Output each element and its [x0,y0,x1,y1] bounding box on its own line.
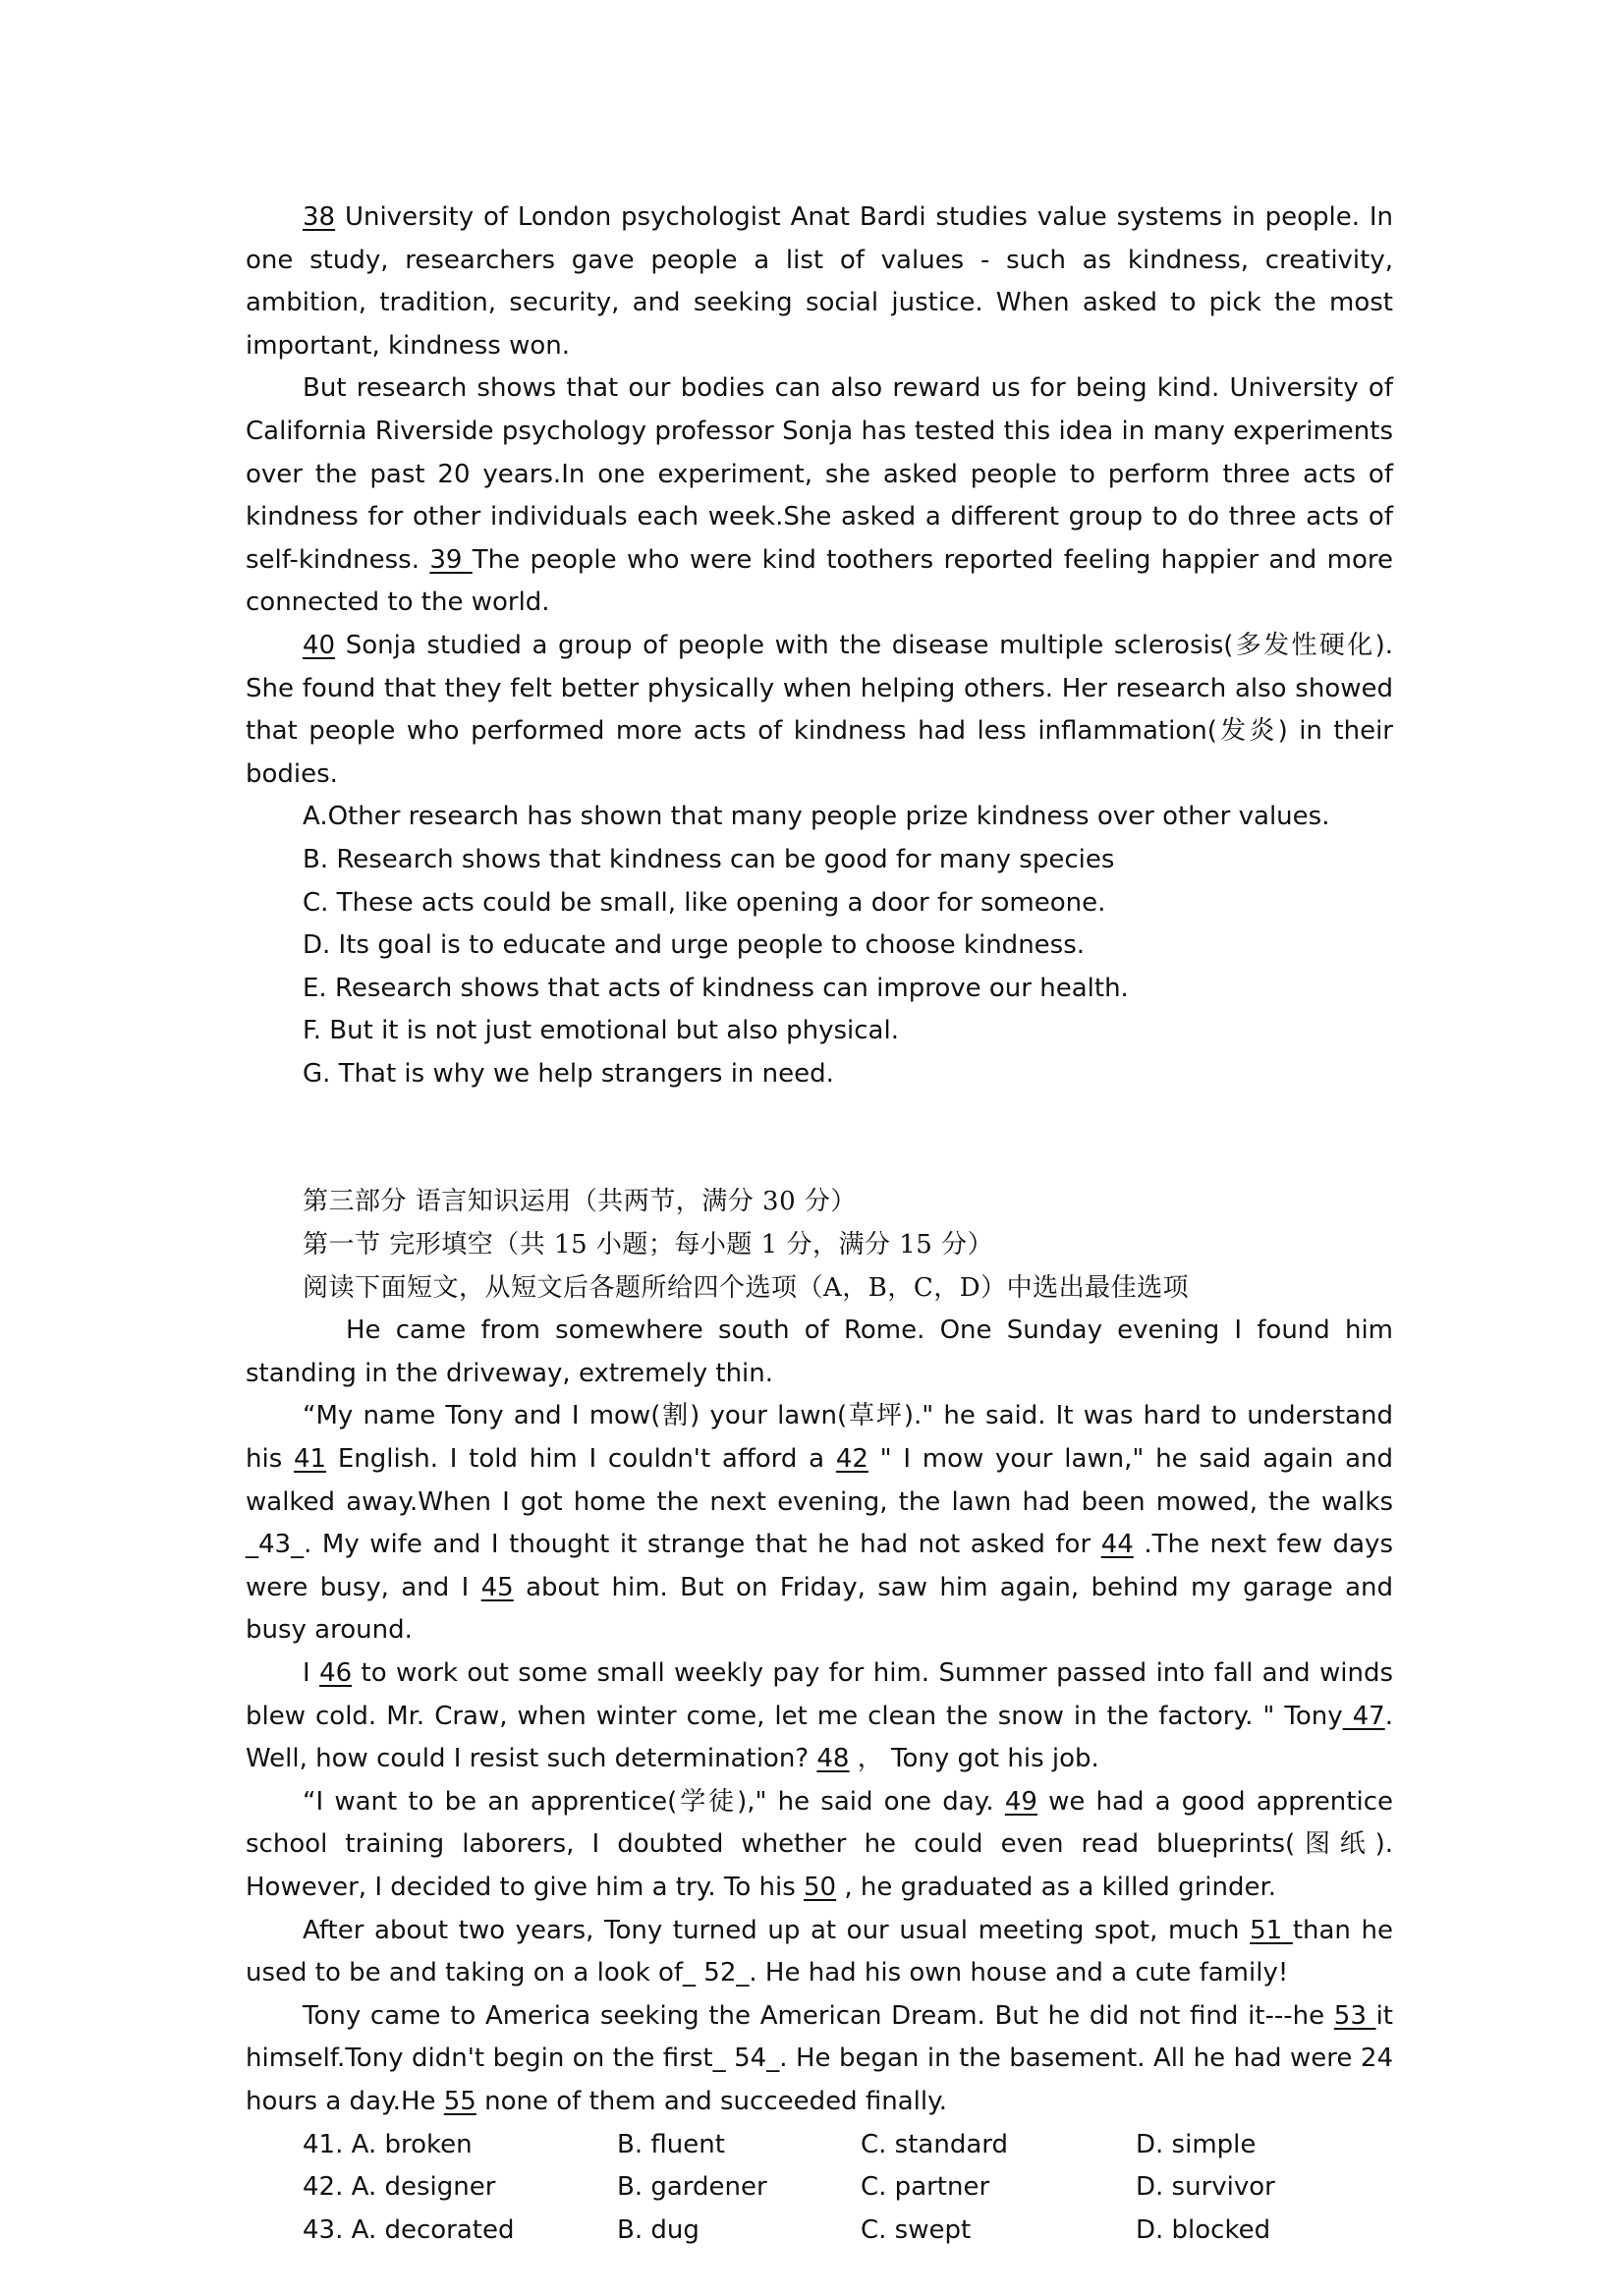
paragraph-text: to work out some small weekly pay for him. Summer passed into fall and winds blew cold. Mr. Craw, when winter come, let me clean the snow in the factory. " Tony [246,1658,1393,1731]
blank-46: 46 [319,1658,353,1688]
cloze-instructions: 阅读下面短文，从短文后各题所给四个选项（A，B，C，D）中选出最佳选项 [303,1272,1190,1303]
option-c: C. These acts could be small, like opening a door for someone. [303,887,1106,918]
choice-c: C. partner [861,2172,990,2203]
choice-d: D. survivor [1136,2172,1275,2203]
option-e: E. Research shows that acts of kindness can improve our health. [303,973,1129,1003]
blank-53: 53 [1333,2000,1376,2031]
blank-50: 50 [804,1872,837,1902]
paragraph-text: ， Tony got his job. [849,1744,1099,1774]
paragraph-text: than he used to be and taking on a look of_ 52_. He had his own house and a cute family! [246,1915,1393,1988]
paragraph-text: English. I told him I couldn't afford a [326,1444,836,1475]
paragraph-text: none of them and succeeded finally. [476,2086,948,2116]
reading-paragraph-2 [246,367,1393,625]
paragraph-text: , he graduated as a killed grinder. [836,1872,1277,1902]
blank-41: 41 [294,1444,327,1475]
choice-b: B. fluent [617,2129,725,2159]
blank-55: 55 [443,2086,476,2116]
choice-b: B. dug [617,2214,700,2245]
blank-49: 49 [1004,1786,1037,1817]
choice-c: C. swept [861,2214,972,2245]
choice-d: D. simple [1136,2129,1257,2159]
blank-39: 39 [429,544,473,575]
cloze-paragraph-3 [246,1652,1393,1781]
cloze-paragraph-5 [246,1910,1393,1995]
reading-paragraph-3 [246,625,1393,796]
cloze-paragraph-4 [246,1781,1393,1910]
blank-42: 42 [835,1444,868,1475]
blank-45: 45 [480,1572,514,1602]
blank-38: 38 [303,202,336,232]
paragraph-text: we had a good apprentice school training laborers, I doubted whether he could even read blueprints(图纸). However, I decided to give him a try. To his [246,1786,1393,1902]
section-1-heading: 第一节 完形填空（共 15 小题；每小题 1 分，满分 15 分） [303,1230,994,1260]
cloze-paragraph-6 [246,1995,1393,2124]
option-a: A.Other research has shown that many people prize kindness over other values. [303,802,1330,832]
section-spacer [246,1095,1393,1181]
paragraph-text: I [303,1658,320,1688]
paragraph-text: " I mow your lawn," he said again and walked away.When I got home the next evening, the lawn had been mowed, the walks [246,1444,1394,1517]
reading-paragraph-1 [246,196,1393,367]
question-43-choices [246,2210,1393,2253]
part-3-heading: 第三部分 语言知识运用（共两节，满分 30 分） [303,1187,857,1217]
paragraph-text: it himself.Tony didn't begin on the first_ 54_. He began in the basement. All he had were 24 hours a day.He [246,2000,1393,2116]
choice-a: 41. A. broken [303,2129,473,2159]
option-b: B. Research shows that kindness can be good for many species [303,844,1115,874]
cloze-paragraph-1: He came from somewhere south of Rome. One Sunday evening I found him standing in the driveway, extremely thin. [246,1316,1393,1388]
paragraph-text: “I want to be an apprentice(学徒)," he said one day. [303,1786,1005,1817]
choice-c: C. standard [861,2129,1009,2159]
cloze-paragraph-2 [246,1395,1393,1652]
question-41-choices [246,2124,1393,2167]
question-42-choices [246,2166,1393,2210]
paragraph-text: The people who were kind toothers reported feeling happier and more connected to the world. [246,544,1393,618]
option-d: D. Its goal is to educate and urge people to choose kindness. [303,930,1086,961]
paragraph-text: . Well, how could I resist such determination? [246,1701,1393,1774]
paragraph-text: After about two years, Tony turned up at our usual meeting spot, much [303,1915,1251,1945]
paragraph-text: .The next few days were busy, and I [246,1530,1393,1602]
paragraph-text: Sonja studied a group of people with the disease multiple sclerosis(多发性硬化). She found that they felt better physically when helping others. Her research also showed that people who performed more acts of kindness had less inflammation(发炎) in their bodies. [246,630,1393,789]
option-f: F. But it is not just emotional but also physical. [303,1016,899,1046]
page-content [246,196,1393,2252]
paragraph-text: . My wife and I thought it strange that he had not asked for [304,1530,1101,1560]
option-g: G. That is why we help strangers in need. [303,1058,834,1089]
blank-40: 40 [303,630,336,660]
choice-b: B. gardener [617,2172,767,2203]
choice-d: D. blocked [1136,2214,1271,2245]
paragraph-text: “My name Tony and I mow(割) your lawn(草坪)." he said. It was hard to understand his [246,1401,1393,1475]
choice-a: 43. A. decorated [303,2214,515,2245]
paragraph-text: Tony came to America seeking the American Dream. But he did not find it---he [303,2000,1334,2031]
blank-44: 44 [1100,1530,1134,1560]
paragraph-text: about him. But on Friday, saw him again, behind my garage and busy around. [246,1572,1393,1646]
paragraph-text: University of London psychologist Anat Bardi studies value systems in people. In one study, researchers gave people a list of values - such as kindness, creativity, ambition, tradition, security, and seeking social justice. When asked to pick the most important, kindness won. [246,202,1393,361]
blank-51: 51 [1250,1915,1293,1945]
paragraph-text: But research shows that our bodies can also reward us for being kind. University of California Riverside psychology professor Sonja has tested this idea in many experiments over the past 20 years.In one experiment, she asked people to perform three acts of kindness for other individuals each week.She asked a different group to do three acts of self-kindness. [246,373,1393,575]
choice-a: 42. A. designer [303,2172,496,2203]
blank-47: 47 [1342,1701,1385,1731]
blank-43: _43_ [246,1530,305,1560]
blank-48: 48 [816,1744,850,1774]
